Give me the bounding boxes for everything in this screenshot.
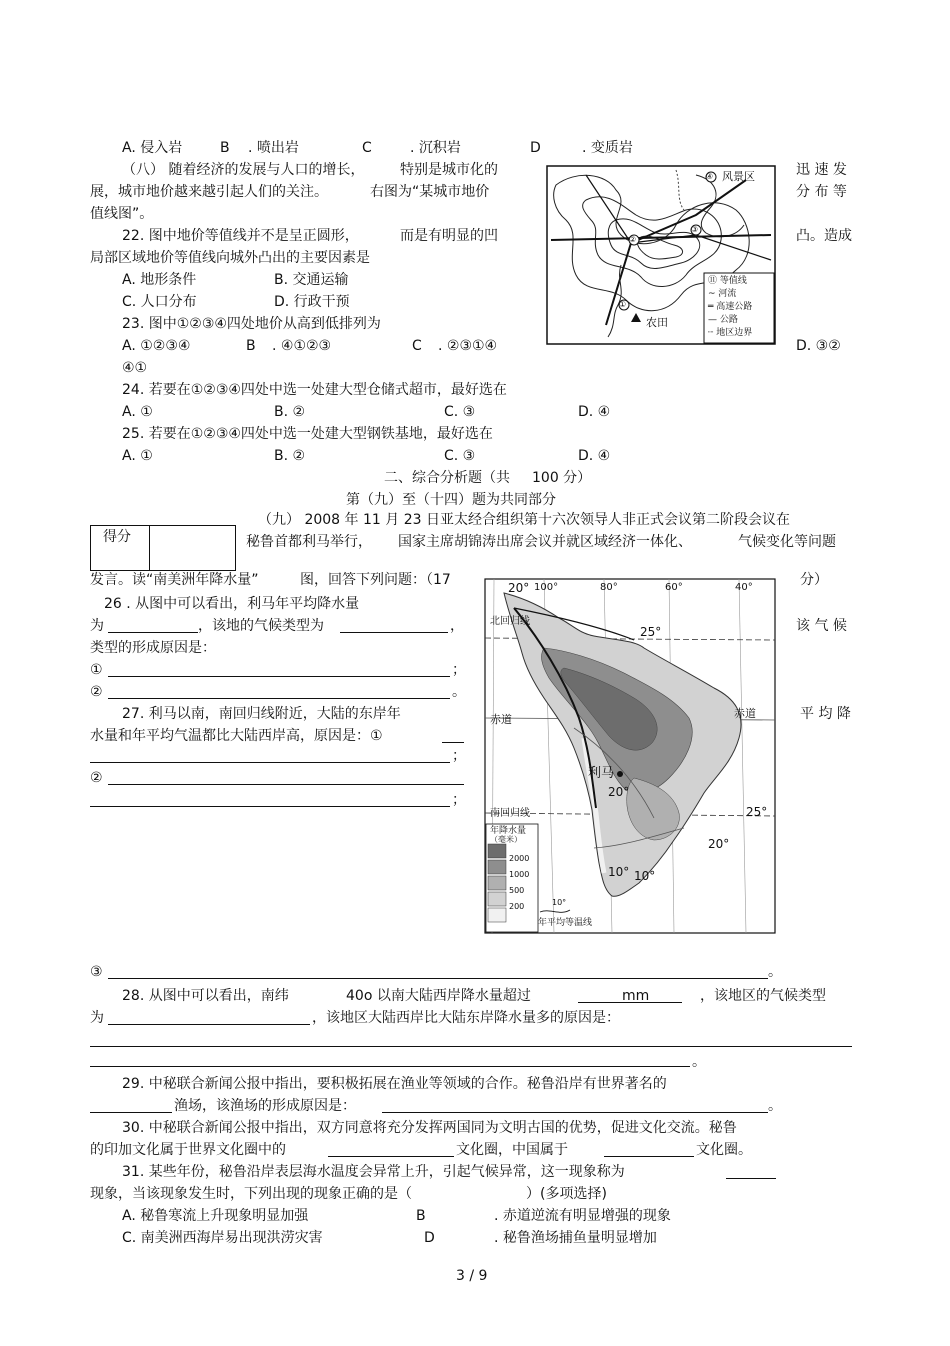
page-number: 3 / 9 bbox=[456, 1268, 488, 1284]
scenic-area-label: 风景区 bbox=[722, 170, 755, 183]
q28-blank-reason-1[interactable] bbox=[90, 1046, 852, 1047]
q24-stem: 24. 若要在①②③④四处中选一处建大型仓储式超市，最好选在 bbox=[122, 382, 507, 398]
precip-legend-unit: （毫米） bbox=[490, 835, 522, 844]
precip-legend-2000: 2000 bbox=[509, 854, 530, 863]
q26-blank-reason1[interactable] bbox=[108, 676, 450, 677]
q26-num2: ② bbox=[90, 684, 103, 700]
equator-label-west: 赤道 bbox=[490, 713, 512, 726]
q31-option-b-letter: B bbox=[416, 1208, 426, 1224]
lon-label-20: 20° bbox=[508, 581, 530, 595]
q28-line2-b: ，该地区大陆西岸比大陆东岸降水量多的原因是： bbox=[312, 1010, 620, 1026]
sec9-line3-right: 分） bbox=[800, 572, 828, 588]
q30-blank-peru[interactable] bbox=[328, 1156, 454, 1157]
q26-line2-right: 该 气 候 bbox=[796, 618, 847, 634]
q27-semi-1: ； bbox=[452, 748, 466, 764]
sec9-line1: （九） 2008 年 11 月 23 日亚太经合组织第十六次领导人非正式会议第二阶段会议在 bbox=[258, 512, 790, 528]
precip-legend-200: 200 bbox=[509, 902, 525, 911]
q29-blank-fishery[interactable] bbox=[90, 1112, 172, 1113]
q23-option-c: . ②③①④ bbox=[438, 338, 498, 354]
isotherm-legend-label: 年平均等温线 bbox=[538, 918, 593, 928]
q30-line2-b: 文化圈，中国属于 bbox=[456, 1142, 568, 1158]
lon-label-80: 80° bbox=[600, 582, 618, 593]
q25-option-d: D. ④ bbox=[578, 448, 611, 464]
city-map-legend bbox=[708, 275, 752, 340]
q28-unit: mm bbox=[622, 988, 650, 1004]
legend-road: — 公路 bbox=[708, 315, 738, 325]
map-point-4: ④ bbox=[706, 172, 714, 181]
q27-semi-2: ； bbox=[452, 792, 466, 808]
lon-label-100: 100° bbox=[534, 582, 559, 593]
legend-contour: ⑪ 等值线 bbox=[708, 276, 747, 286]
q27-period: 。 bbox=[768, 964, 782, 980]
score-label: 得分 bbox=[103, 529, 131, 545]
q30-blank-china[interactable] bbox=[604, 1156, 694, 1157]
q24-option-c: C. ③ bbox=[444, 404, 476, 420]
tropic-south-label: 南回归线 bbox=[490, 808, 530, 819]
q22-option-a: A. 地形条件 bbox=[122, 272, 197, 288]
isotherm-legend-value: 10° bbox=[552, 898, 567, 907]
q26-line2-c: ， bbox=[450, 618, 464, 634]
q22-stem-2: 局部区域地价等值线向城外凸出的主要因素是 bbox=[90, 250, 370, 266]
legend-highway: ═ 高速公路 bbox=[708, 302, 753, 312]
q21-option-c-letter: C bbox=[362, 140, 372, 156]
south-america-precip-map bbox=[484, 578, 776, 934]
q31-blank-phenomenon[interactable] bbox=[726, 1178, 776, 1179]
q28-line2-a: 为 bbox=[90, 1010, 104, 1026]
lon-label-40: 40° bbox=[735, 582, 753, 593]
score-box bbox=[90, 525, 236, 571]
q27-line2: 水量和年平均气温都比大陆西岸高，原因是：① bbox=[90, 728, 383, 744]
q27-blank-1b[interactable] bbox=[90, 762, 450, 763]
q31-line2-a: 现象，当该现象发生时，下列出现的现象正确的是（ bbox=[90, 1186, 412, 1202]
q30-line2-c: 文化圈。 bbox=[696, 1142, 752, 1158]
q28-blank-reason-2[interactable] bbox=[90, 1066, 690, 1067]
sec8-line2b: 右图为“某城市地价 bbox=[370, 184, 490, 200]
q23-option-b-letter: B bbox=[246, 338, 256, 354]
section2-subtitle: 第（九）至（十四）题为共同部分 bbox=[346, 492, 556, 508]
sec8-line2-right: 分 布 等 bbox=[796, 184, 847, 200]
city-land-price-map bbox=[546, 165, 776, 345]
sec9-line3: 发言。读“南美洲年降水量” bbox=[90, 572, 259, 588]
q27-line1-right: 平 均 降 bbox=[800, 706, 851, 722]
q26-line2-a: 为 bbox=[90, 618, 104, 634]
q26-blank-reason2[interactable] bbox=[108, 698, 450, 699]
q25-option-c: C. ③ bbox=[444, 448, 476, 464]
q27-line1: 27. 利马以南，南回归线附近，大陆的东岸年 bbox=[122, 706, 401, 722]
sec8-line3: 值线图”。 bbox=[90, 206, 154, 222]
isotherm-25-south: 25° bbox=[746, 805, 768, 819]
q26-line3: 类型的形成原因是： bbox=[90, 640, 216, 656]
sec8-line1b: 特别是城市化的 bbox=[400, 162, 498, 178]
sec9-line2c: 气候变化等问题 bbox=[738, 534, 836, 550]
map-point-3: ③ bbox=[691, 225, 699, 234]
q31-line1: 31. 某些年份，秘鲁沿岸表层海水温度会异常上升，引起气候异常，这一现象称为 bbox=[122, 1164, 625, 1180]
q21-option-b-letter: B bbox=[220, 140, 230, 156]
q27-num2: ② bbox=[90, 770, 103, 786]
sec9-line2b: 国家主席胡锦涛出席会议并就区域经济一体化、 bbox=[398, 534, 692, 550]
map-point-2: ② bbox=[629, 235, 637, 244]
q26-semi: ； bbox=[452, 662, 466, 678]
sec8-line1: （八） 随着经济的发展与人口的增长， bbox=[122, 162, 365, 178]
lon-label-60: 60° bbox=[665, 582, 683, 593]
q24-option-a: A. ① bbox=[122, 404, 153, 420]
precip-legend-500: 500 bbox=[509, 886, 525, 895]
q25-option-b: B. ② bbox=[274, 448, 306, 464]
q27-blank-1a[interactable] bbox=[442, 742, 464, 743]
q31-option-d-letter: D bbox=[424, 1230, 435, 1246]
sec9-line2: 秘鲁首都利马举行， bbox=[246, 534, 372, 550]
q26-num1: ① bbox=[90, 662, 103, 678]
q31-option-b: . 赤道逆流有明显增强的现象 bbox=[494, 1208, 671, 1224]
q30-line1: 30. 中秘联合新闻公报中指出，双方同意将充分发挥两国同为文明古国的优势，促进文化交流。秘鲁 bbox=[122, 1120, 737, 1136]
legend-river: ~ 河流 bbox=[708, 289, 737, 299]
isotherm-20-west: 20° bbox=[608, 785, 630, 799]
legend-border: ┈ 地区边界 bbox=[708, 328, 753, 338]
lima-label: 利马 bbox=[588, 766, 615, 781]
map-point-1: ① bbox=[619, 300, 627, 309]
q25-stem: 25. 若要在①②③④四处中选一处建大型钢铁基地，最好选在 bbox=[122, 426, 493, 442]
q29-line1: 29. 中秘联合新闻公报中指出，要积极拓展在渔业等领域的合作。秘鲁沿岸有世界著名的 bbox=[122, 1076, 667, 1092]
q31-option-d: . 秘鲁渔场捕鱼量明显增加 bbox=[494, 1230, 657, 1246]
sec8-line1-right: 迅 速 发 bbox=[796, 162, 847, 178]
q22-option-d: D. 行政干预 bbox=[274, 294, 350, 310]
q21-option-a: A. 侵入岩 bbox=[122, 140, 183, 156]
q24-option-d: D. ④ bbox=[578, 404, 611, 420]
q22-option-b: B. 交通运输 bbox=[274, 272, 349, 288]
q27-num3: ③ bbox=[90, 964, 103, 980]
q27-blank-2a[interactable] bbox=[108, 784, 464, 785]
q28-blank-climate[interactable] bbox=[108, 1024, 310, 1025]
q21-option-b: . 喷出岩 bbox=[248, 140, 299, 156]
q22-stem-1: 22. 图中地价等值线并不是呈正圆形， bbox=[122, 228, 359, 244]
isotherm-25-north: 25° bbox=[640, 625, 662, 639]
q25-option-a: A. ① bbox=[122, 448, 153, 464]
q26-line1: 26 . 从图中可以看出，利马年平均降水量 bbox=[104, 596, 360, 612]
q28-line1-c: ，该地区的气候类型 bbox=[700, 988, 826, 1004]
isotherm-10-east: 10° bbox=[634, 869, 656, 883]
precip-legend-1000: 1000 bbox=[509, 870, 530, 879]
q27-blank-3[interactable] bbox=[108, 978, 768, 979]
sec9-line3b: 图，回答下列问题：（17 bbox=[300, 572, 451, 588]
q28-line1-b: 40o 以南大陆西岸降水量超过 bbox=[346, 988, 531, 1004]
q28-period: 。 bbox=[692, 1054, 706, 1070]
q31-option-c: C. 南美洲西海岸易出现洪涝灾害 bbox=[122, 1230, 323, 1246]
farmland-label: 农田 bbox=[646, 316, 668, 329]
q29-period: 。 bbox=[768, 1098, 782, 1114]
q21-option-d: . 变质岩 bbox=[582, 140, 633, 156]
q21-option-c: . 沉积岩 bbox=[410, 140, 461, 156]
q30-line2-a: 的印加文化属于世界文化圈中的 bbox=[90, 1142, 286, 1158]
q31-line2-b: ）(多项选择) bbox=[526, 1186, 607, 1202]
q31-option-a: A. 秘鲁寒流上升现象明显加强 bbox=[122, 1208, 309, 1224]
q26-period: 。 bbox=[452, 684, 466, 700]
q23-option-d-cont: ④① bbox=[122, 360, 148, 376]
q27-blank-2b[interactable] bbox=[90, 806, 450, 807]
q26-blank-precip[interactable] bbox=[108, 632, 198, 633]
precip-legend-title: 年降水量 bbox=[490, 826, 527, 836]
q23-option-a: A. ①②③④ bbox=[122, 338, 191, 354]
q23-option-c-letter: C bbox=[412, 338, 422, 354]
q23-option-b: . ④①②③ bbox=[272, 338, 332, 354]
isotherm-10-west: 10° bbox=[608, 865, 630, 879]
equator-label-east: 赤道 bbox=[734, 707, 756, 720]
q23-option-d: D. ③② bbox=[796, 338, 841, 354]
q22-option-c: C. 人口分布 bbox=[122, 294, 197, 310]
section2-score: 100 分） bbox=[532, 470, 592, 486]
q24-option-b: B. ② bbox=[274, 404, 306, 420]
q29-blank-reason[interactable] bbox=[382, 1112, 768, 1113]
tropic-north-label: 北回归线 bbox=[490, 616, 530, 627]
sec8-line2: 展，城市地价越来越引起人们的关注。 bbox=[90, 184, 328, 200]
q23-stem: 23. 图中①②③④四处地价从高到低排列为 bbox=[122, 316, 381, 332]
section2-title: 二、综合分析题（共 bbox=[384, 470, 510, 486]
q26-line2-b: ，该地的气候类型为 bbox=[198, 618, 324, 634]
q29-line2: 渔场，该渔场的形成原因是： bbox=[174, 1098, 356, 1114]
q21-option-d-letter: D bbox=[530, 140, 541, 156]
q26-blank-climate[interactable] bbox=[340, 632, 448, 633]
q28-line1-a: 28. 从图中可以看出，南纬 bbox=[122, 988, 289, 1004]
q22-stem-1-right: 凸。造成 bbox=[796, 228, 852, 244]
isotherm-20-east: 20° bbox=[708, 837, 730, 851]
q22-stem-1b: 而是有明显的凹 bbox=[400, 228, 498, 244]
